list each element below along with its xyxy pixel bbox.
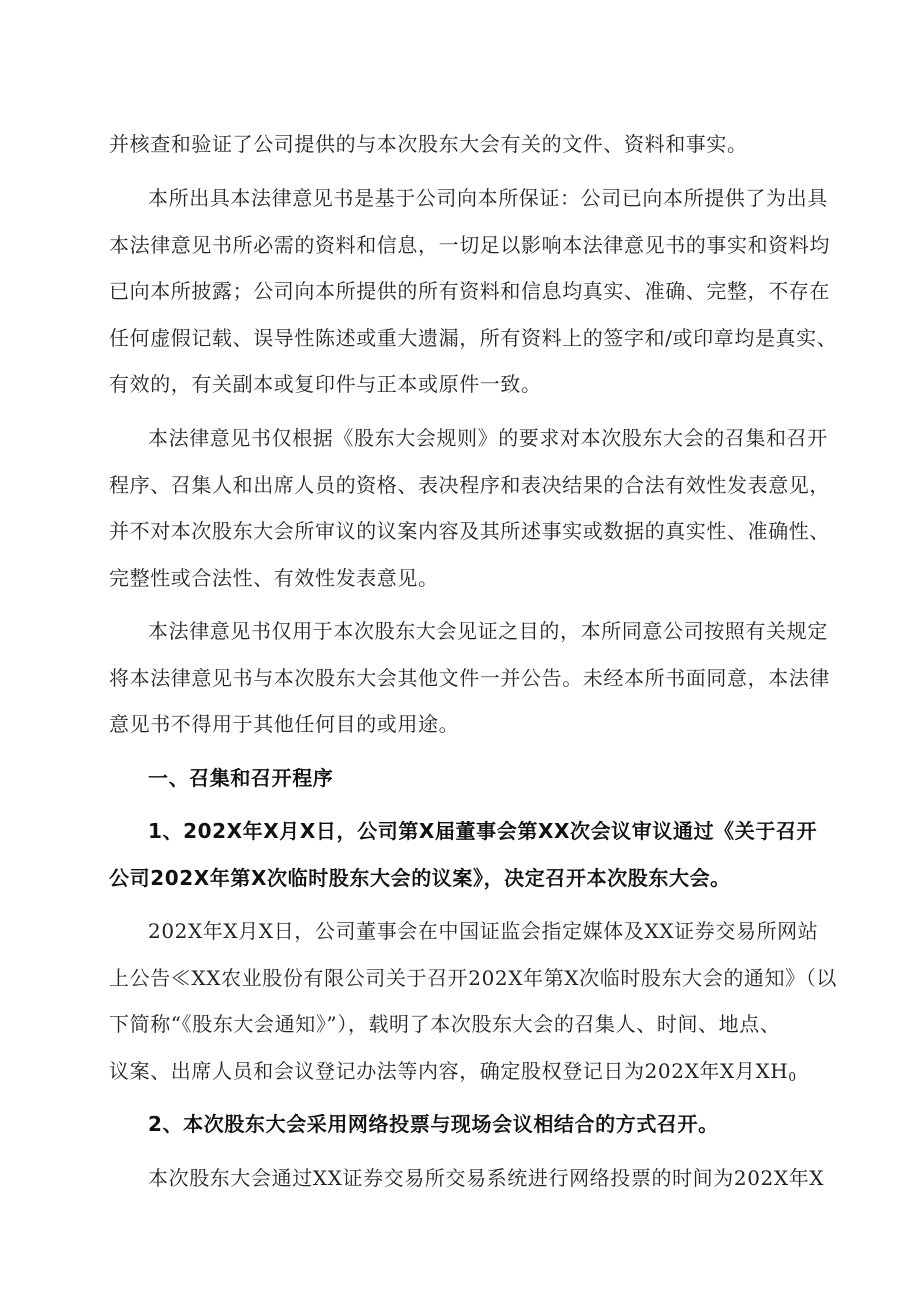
subscript-zero: 0 [788,1070,797,1084]
item-1-line-1: 1、202X年X月X日，公司第X届董事会第XX次会议审议通过《关于召开 [148,819,818,843]
paragraph-2-line-3: 已向本所披露；公司向本所提供的所有资料和信息均真实、准确、完整，不存在 [109,279,830,303]
item-2-line-1: 2、本次股东大会采用网络投票与现场会议相结合的方式召开。 [148,1112,719,1136]
paragraph-3-line-2: 程序、召集人和出席人员的资格、表决程序和表决结果的合法有效性发表意见， [109,473,830,497]
paragraph-2-line-2: 本法律意见书所必需的资料和信息，一切足以影响本法律意见书的事实和资料均 [109,233,830,257]
paragraph-5-line-2: 上公告≪XX农业股份有限公司关于召开202X年第X次临时股东大会的通知》（以 [109,966,837,990]
paragraph-2-line-4: 任何虚假记载、误导性陈述或重大遗漏，所有资料上的签字和/或印章均是真实、 [109,326,838,350]
paragraph-3-line-4: 完整性或合法性、有效性发表意见。 [109,566,439,590]
paragraph-2-line-1: 本所出具本法律意见书是基于公司向本所保证：公司已向本所提供了为出具 [148,186,828,210]
paragraph-5-line-1: 202X年X月X日，公司董事会在中国证监会指定媒体及XX证券交易所网站 [148,919,819,943]
paragraph-5-line-3: 下简称“《股东大会通知》”），载明了本次股东大会的召集人、时间、地点、 [109,1012,781,1036]
section-heading: 一、召集和召开程序 [148,766,334,790]
paragraph-1-line-1: 并核查和验证了公司提供的与本次股东大会有关的文件、资料和事实。 [109,132,748,156]
paragraph-2-line-5: 有效的，有关副本或复印件与正本或原件一致。 [109,372,542,396]
paragraph-6-line-1: 本次股东大会通过XX证券交易所交易系统进行网络投票的时间为202X年X [148,1166,825,1190]
paragraph-4-line-3: 意见书不得用于其他任何目的或用途。 [109,712,460,736]
paragraph-4-line-2: 将本法律意见书与本次股东大会其他文件一并公告。未经本所书面同意，本法律 [109,666,830,690]
item-1-line-2: 公司202X年第X次临时股东大会的议案》，决定召开本次股东大会。 [109,866,731,890]
paragraph-5-line-4 [109,1058,797,1084]
paragraph-4-line-1: 本法律意见书仅用于本次股东大会见证之目的，本所同意公司按照有关规定 [148,619,828,643]
paragraph-3-line-1: 本法律意见书仅根据《股东大会规则》的要求对本次股东大会的召集和召开 [148,426,828,450]
paragraph-5-line-4-text: 议案、出席人员和会议登记办法等内容，确定股权登记日为202X年X月XH [109,1059,789,1083]
paragraph-3-line-3: 并不对本次股东大会所审议的议案内容及其所述事实或数据的真实性、准确性、 [109,519,830,543]
